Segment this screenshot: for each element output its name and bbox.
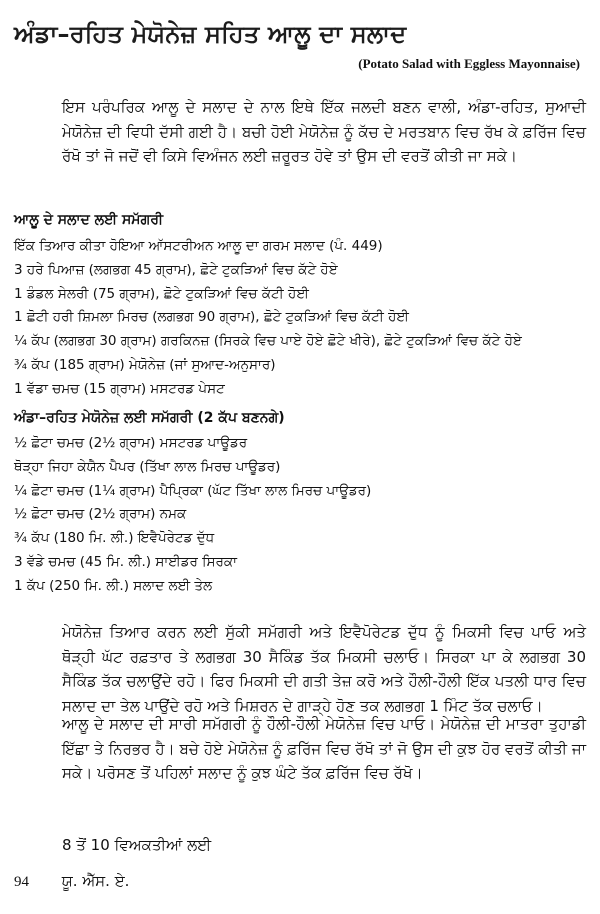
intro-paragraph: ਇਸ ਪਰੰਪਰਿਕ ਆਲੂ ਦੇ ਸਲਾਦ ਦੇ ਨਾਲ ਇਥੇ ਇੱਕ ਜਲਦੀ ਬਣਨ ਵਾਲੀ, ਅੰਡਾ-ਰਹਿਤ, ਸੁਆਦੀ ਮੇਯੋਨੇਜ਼ ਦੀ ਵਿਧੀ ਦੱਸੀ ਗਈ ਹੈ। ਬਚੀ ਹੋਈ ਮੇਯੋਨੇਜ਼ ਨੂੰ ਕੱਚ ਦੇ ਮਰਤਬਾਨ ਵਿਚ ਰੱਖ ਕੇ ਫ਼ਰਿੱਜ ਵਿਚ ਰੱਖੋ ਤਾਂ ਜੋ ਜਦੋਂ ਵੀ ਕਿਸੇ ਵਿਅੰਜਨ ਲਈ ਜ਼ਰੂਰਤ ਹੋਵੇ ਤਾਂ ਉਸ ਦੀ ਵਰਤੋਂ ਕੀਤੀ ਜਾ ਸਕੇ। — [62, 98, 586, 165]
region-label: ਯੂ. ਐੱਸ. ਏ. — [61, 872, 130, 890]
servings-text: 8 ਤੋਂ 10 ਵਿਅਕਤੀਆਂ ਲਈ — [62, 836, 212, 854]
list-item: ¼ ਛੋਟਾ ਚਮਚ (1¼ ਗ੍ਰਾਮ) ਪੈਪ੍ਰਿਕਾ (ਘੱਟ ਤਿੱਖਾ ਲਾਲ ਮਿਰਚ ਪਾਊਡਰ) — [14, 482, 372, 499]
list-item: ½ ਛੋਟਾ ਚਮਚ (2½ ਗ੍ਰਾਮ) ਨਮਕ — [14, 506, 187, 523]
list-item: 1 ਡੰਡਲ ਸੇਲਰੀ (75 ਗ੍ਰਾਮ), ਛੋਟੇ ਟੁਕੜਿਆਂ ਵਿਚ ਕੱਟੀ ਹੋਈ — [14, 285, 309, 302]
list-item: ½ ਛੋਟਾ ਚਮਚ (2½ ਗ੍ਰਾਮ) ਮਸਟਰਡ ਪਾਊਡਰ — [14, 435, 248, 451]
page-number: 94 — [14, 874, 29, 890]
recipe-title: ਅੰਡਾ–ਰਹਿਤ ਮੇਯੋਨੇਜ਼ ਸਹਿਤ ਆਲੂ ਦਾ ਸਲਾਦ — [14, 20, 407, 48]
list-item: ¾ ਕੱਪ (180 ਮਿ. ਲੀ.) ਇਵੈਪੋਰੇਟਡ ਦੁੱਧ — [14, 530, 215, 547]
mayo-ingredients-list — [14, 432, 594, 599]
recipe-subtitle: (Potato Salad with Eggless Mayonnaise) — [358, 56, 580, 71]
method-paragraph-1: ਮੇਯੋਨੇਜ਼ ਤਿਆਰ ਕਰਨ ਲਈ ਸੁੱਕੀ ਸਮੱਗਰੀ ਅਤੇ ਇਵੈਪੋਰੇਟਡ ਦੁੱਧ ਨੂੰ ਮਿਕਸੀ ਵਿਚ ਪਾਓ ਅਤੇ ਥੋੜ੍ਹੀ ਘੱਟ ਰਫ਼ਤਾਰ ਤੇ ਲਗਭਗ 30 ਸੈਕਿੰਡ ਤੱਕ ਮਿਕਸੀ ਚਲਾਓ। ਸਿਰਕਾ ਪਾ ਕੇ ਲਗਭਗ 30 ਸੈਕਿੰਡ ਤੱਕ ਚਲਾਉਂਦੇ ਰਹੋ। ਫਿਰ ਮਿਕਸੀ ਦੀ ਗਤੀ ਤੇਜ਼ ਕਰੋ ਅਤੇ ਹੌਲੀ-ਹੌਲੀ ਇੱਕ ਪਤਲੀ ਧਾਰ ਵਿਚ ਸਲਾਦ ਦਾ ਤੇਲ ਪਾਉਂਦੇ ਰਹੋ ਅਤੇ ਮਿਸ਼ਰਨ ਦੇ ਗਾੜ੍ਹੇ ਹੋਣ ਤਕ ਲਗਭਗ 1 ਮਿੰਟ ਤੱਕ ਚਲਾਓ। — [62, 623, 586, 715]
list-item: 3 ਵੱਡੇ ਚਮਚ (45 ਮਿ. ਲੀ.) ਸਾਈਡਰ ਸਿਰਕਾ — [14, 553, 237, 570]
list-item: 1 ਵੱਡਾ ਚਮਚ (15 ਗ੍ਰਾਮ) ਮਸਟਰਡ ਪੇਸਟ — [14, 380, 225, 397]
salad-ingredients-list — [14, 235, 594, 402]
list-item: ¼ ਕੱਪ (ਲਗਭਗ 30 ਗ੍ਰਾਮ) ਗਰਕਿਨਜ਼ (ਸਿਰਕੇ ਵਿਚ ਪਾਏ ਹੋਏ ਛੋਟੇ ਖੀਰੇ), ਛੋਟੇ ਟੁਕੜਿਆਂ ਵਿਚ ਕੱਟੇ ਹੋਏ — [14, 333, 522, 350]
list-item: ਥੋੜ੍ਹਾ ਜਿਹਾ ਕੇਯੈਨ ਪੈਪਰ (ਤਿੱਖਾ ਲਾਲ ਮਿਰਚ ਪਾਊਡਰ) — [14, 458, 281, 475]
list-item: 1 ਛੋਟੀ ਹਰੀ ਸ਼ਿਮਲਾ ਮਿਰਚ (ਲਗਭਗ 90 ਗ੍ਰਾਮ), ਛੋਟੇ ਟੁਕੜਿਆਂ ਵਿਚ ਕੱਟੀ ਹੋਈ — [14, 309, 409, 326]
list-item: ¾ ਕੱਪ (185 ਗ੍ਰਾਮ) ਮੇਯੋਨੇਜ਼ (ਜਾਂ ਸੁਆਦ-ਅਨੁਸਾਰ) — [14, 356, 276, 373]
list-item: 1 ਕੱਪ (250 ਮਿ. ਲੀ.) ਸਲਾਦ ਲਈ ਤੇਲ — [14, 577, 213, 594]
method-paragraph-2: ਆਲੂ ਦੇ ਸਲਾਦ ਦੀ ਸਾਰੀ ਸਮੱਗਰੀ ਨੂੰ ਹੌਲੀ-ਹੌਲੀ ਮੇਯੋਨੇਜ਼ ਵਿਚ ਪਾਓ। ਮੇਯੋਨੇਜ਼ ਦੀ ਮਾਤਰਾ ਤੁਹਾਡੀ ਇੱਛਾ ਤੇ ਨਿਰਭਰ ਹੈ। ਬਚੇ ਹੋਏ ਮੇਯੋਨੇਜ਼ ਨੂੰ ਫ਼ਰਿੱਜ ਵਿਚ ਰੱਖੋ ਤਾਂ ਜੋ ਉਸ ਦੀ ਕੁਝ ਹੋਰ ਵਰਤੋਂ ਕੀਤੀ ਜਾ ਸਕੇ। ਪਰੋਸਣ ਤੋਂ ਪਹਿਲਾਂ ਸਲਾਦ ਨੂੰ ਕੁਝ ਘੰਟੇ ਤੱਕ ਫ਼ਰਿੱਜ ਵਿਚ ਰੱਖੋ। — [62, 715, 586, 782]
page-footer — [14, 872, 129, 891]
salad-ingredients-heading: ਆਲੂ ਦੇ ਸਲਾਦ ਲਈ ਸਮੱਗਰੀ — [14, 212, 164, 228]
list-item: ਇੱਕ ਤਿਆਰ ਕੀਤਾ ਹੋਇਆ ਆੱਸਟਰੀਅਨ ਆਲੂ ਦਾ ਗਰਮ ਸਲਾਦ (ਪੰ. 449) — [14, 238, 383, 254]
list-item: 3 ਹਰੇ ਪਿਆਜ਼ (ਲਗਭਗ 45 ਗ੍ਰਾਮ), ਛੋਟੇ ਟੁਕੜਿਆਂ ਵਿਚ ਕੱਟੇ ਹੋਏ — [14, 261, 338, 278]
mayo-ingredients-heading: ਅੰਡਾ–ਰਹਿਤ ਮੇਯੋਨੇਜ਼ ਲਈ ਸਮੱਗਰੀ (2 ਕੱਪ ਬਣਨਗੇ) — [14, 410, 285, 426]
